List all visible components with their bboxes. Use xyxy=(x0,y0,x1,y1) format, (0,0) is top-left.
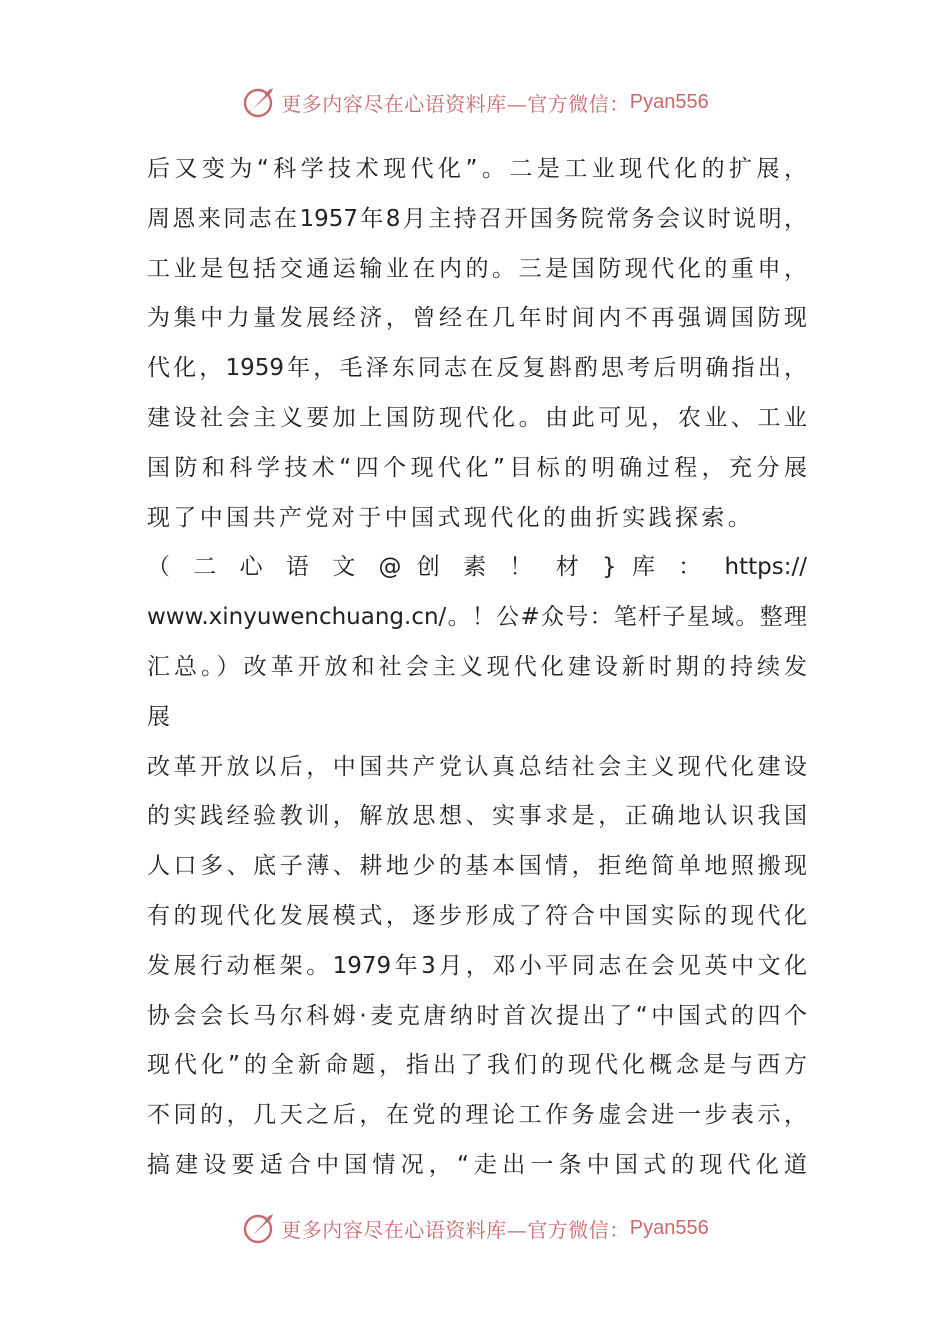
body-line: 汇总。）改革开放和社会主义现代化建设新时期的持续发 xyxy=(147,653,807,680)
body-line: 展 xyxy=(147,703,170,730)
footer-banner xyxy=(0,1208,950,1248)
body-line: 的实践经验教训，解放思想、实事求是，正确地认识我国 xyxy=(147,803,807,830)
body-line: 工业是包括交通运输业在内的。三是国防现代化的重申， xyxy=(147,255,807,282)
body-line: 为集中力量发展经济，曾经在几年时间内不再强调国防现 xyxy=(147,305,807,332)
body-line: 现代化”的全新命题，指出了我们的现代化概念是与西方 xyxy=(147,1052,807,1079)
quill-logo-icon xyxy=(241,84,277,120)
body-line: 搞建设要适合中国情况，“走出一条中国式的现代化道 xyxy=(147,1151,807,1178)
header-wechat-id: Pyan556 xyxy=(629,90,709,113)
body-line: 国防和科学技术“四个现代化”目标的明确过程，充分展 xyxy=(147,454,807,481)
body-line: 协会会长马尔科姆·麦克唐纳时首次提出了“中国式的四个 xyxy=(147,1002,807,1029)
body-line-link: （ 二 心 语 文 @ 创 素 ！ 材 } 库 ： https:// xyxy=(147,554,807,581)
header-banner-text: 更多内容尽在心语资料库—官方微信： xyxy=(281,91,630,116)
body-line: 代化，1959年，毛泽东同志在反复斟酌思考后明确指出， xyxy=(147,355,807,382)
body-line: 周恩来同志在1957年8月主持召开国务院常务会议时说明， xyxy=(147,205,807,232)
header-banner xyxy=(0,82,950,122)
body-line: 发展行动框架。1979年3月，邓小平同志在会见英中文化 xyxy=(147,952,807,979)
body-line: 有的现代化发展模式，逐步形成了符合中国实际的现代化 xyxy=(147,902,807,929)
body-line: 人口多、底子薄、耕地少的基本国情，拒绝简单地照搬现 xyxy=(147,853,807,880)
footer-banner-text: 更多内容尽在心语资料库—官方微信： xyxy=(281,1217,630,1242)
footer-wechat-id: Pyan556 xyxy=(629,1216,709,1239)
body-line: 现了中国共产党对于中国式现代化的曲折实践探索。 xyxy=(147,504,755,531)
quill-logo-icon xyxy=(241,1210,277,1246)
body-line-url: www.xinyuwenchuang.cn/。！公#众号：笔杆子星域。整理 xyxy=(147,604,807,631)
body-line: 改革开放以后，中国共产党认真总结社会主义现代化建设 xyxy=(147,753,807,780)
document-body xyxy=(147,145,807,1191)
body-line: 不同的，几天之后，在党的理论工作务虚会进一步表示， xyxy=(147,1102,807,1129)
body-line: 后又变为“科学技术现代化”。二是工业现代化的扩展， xyxy=(147,156,807,182)
body-line: 建设社会主义要加上国防现代化。由此可见，农业、工业 xyxy=(147,404,807,431)
